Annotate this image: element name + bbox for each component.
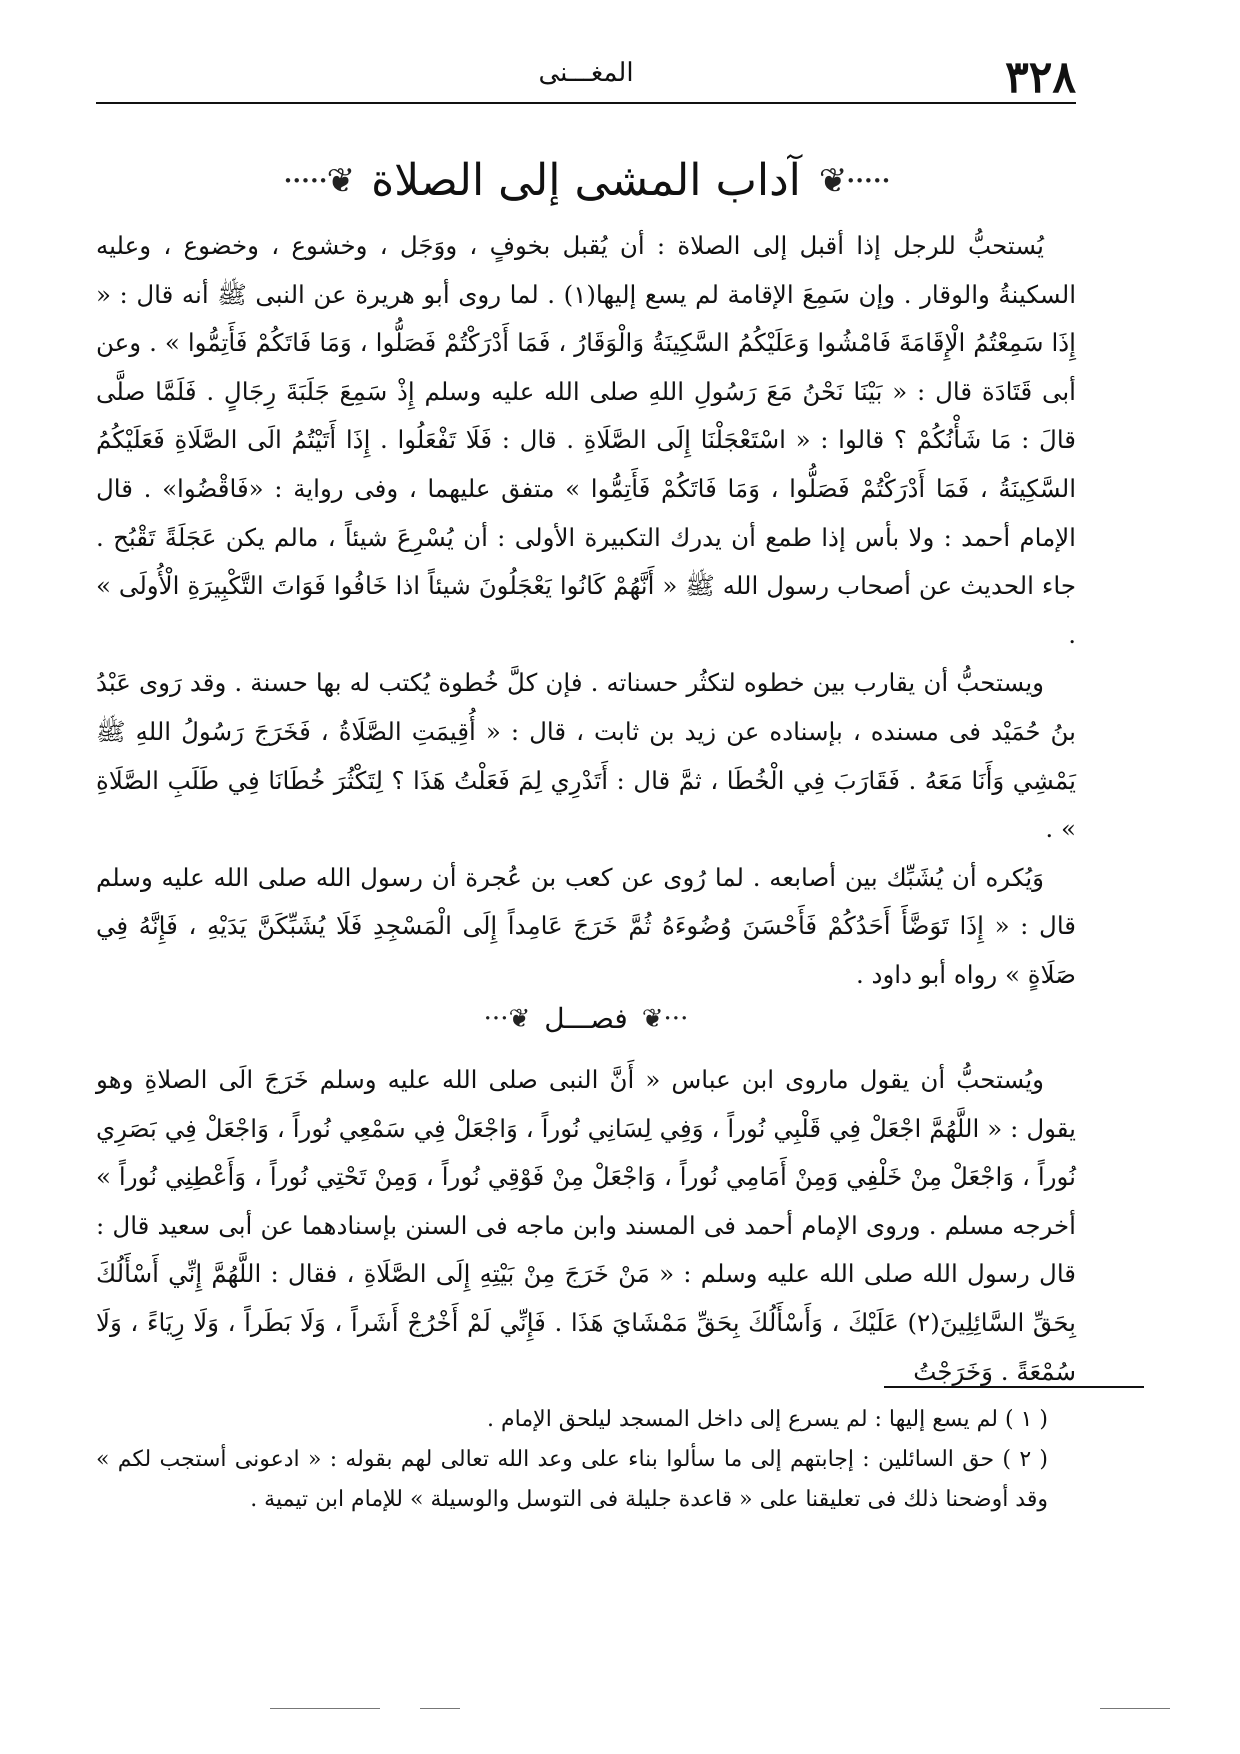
ornament-right-icon: ·····❦ bbox=[818, 161, 890, 201]
footnote: ( ٢ ) حق السائلين : إجابتهم إلى ما سألوا بناء على وعد الله تعالى لهم بقوله : « ادعونى أستجب لكم » وقد أوضحنا ذلك فى تعليقنا على « قاعدة جليلة فى التوسل والوسيلة » للإمام ابن تيمية . bbox=[96, 1447, 1049, 1512]
paragraph: يُستحبُّ للرجل إذا أقبل إلى الصلاة : أن يُقبل بخوفٍ ، ووَجَل ، وخشوع ، وخضوع ، وعليه السكينةُ والوقار . وإن سَمِعَ الإقامة لم يسع إليها(١) . لما روى أبو هريرة عن النبى ﷺ أنه قال : « إِذَا سَمِعْتُمُ الْإِقَامَةَ فَامْشُوا وَعَلَيْكُمُ السَّكِينَةُ وَالْوَقَارُ ، فَمَا أَدْرَكْتُمْ فَصَلُّوا ، وَمَا فَاتَكُمْ فَأَتِمُّوا » . وعن أبى قَتَادَة قال : « بَيْنَا نَحْنُ مَعَ رَسُولِ اللهِ صلى الله عليه وسلم إِذْ سَمِعَ جَلَبَةَ رِجَالٍ . فَلَمَّا صلَّى قالَ : مَا شَأْنُكُمْ ؟ قالوا : « اسْتَعْجَلْنَا إِلَى الصَّلَاةِ . قال : فَلَا تَفْعَلُوا . إِذَا أَتَيْتُمُ الَى الصَّلَاةِ فَعَلَيْكُمُ السَّكِينَةُ ، فَمَا أَدْرَكْتُمْ فَصَلُّوا ، وَمَا فَاتَكُمْ فَأَتِمُّوا » متفق عليهما ، وفى رواية : «فَاقْضُوا» . قال الإمام أحمد : ولا بأس إذا طمع أن يدرك التكبيرة الأولى : أن يُسْرِعَ شيئاً ، مالم يكن عَجَلَةً تَقْبُح . جاء الحديث عن أصحاب رسول الله ﷺ « أَنَّهُمْ كَانُوا يَعْجَلُونَ شيئاً اذا خَافُوا فَوَاتَ التَّكْبِيرَةِ الْأُولَى » . bbox=[96, 231, 1076, 649]
fasl-heading bbox=[96, 994, 1076, 1044]
scan-mark bbox=[1100, 1708, 1170, 1709]
footnote: ( ١ ) لم يسع إليها : لم يسرع إلى داخل المسجد ليلحق الإمام . bbox=[487, 1407, 1048, 1432]
paragraph: ويستحبُّ أن يقارب بين خطوه لتكثُر حسناته . فإن كلَّ خُطوة يُكتب له بها حسنة . وقد رَوى عَبْدُ بنُ حُمَيْد فى مسنده ، بإسناده عن زيد بن ثابت ، قال : « أُقِيمَتِ الصَّلَاةُ ، فَخَرَجَ رَسُولُ اللهِ ﷺ يَمْشِي وَأَنَا مَعَهُ . فَقَارَبَ فِي الْخُطَا ، ثمَّ قال : أَتَدْرِي لِمَ فَعَلْتُ هَذَا ؟ لِتَكْثُرَ خُطَانَا فِي طَلَبِ الصَّلَاةِ » . bbox=[96, 668, 1076, 844]
running-title: المغـــنى bbox=[538, 58, 634, 88]
section-title-text: آداب المشى إلى الصلاة bbox=[371, 155, 801, 206]
section-title bbox=[96, 144, 1076, 218]
header-rule bbox=[96, 102, 1076, 104]
paragraph: ويُستحبُّ أن يقول ماروى ابن عباس « أَنَّ النبى صلى الله عليه وسلم خَرَجَ الَى الصلاةِ وهو يقول : « اللَّهُمَّ اجْعَلْ فِي قَلْبِي نُوراً ، وَفِي لِسَانِي نُوراً ، وَاجْعَلْ فِي سَمْعِي نُوراً ، وَاجْعَلْ فِي بَصَرِي نُوراً ، وَاجْعَلْ مِنْ خَلْفِي وَمِنْ أَمَامِي نُوراً ، وَاجْعَلْ مِنْ فَوْقِي نُوراً ، وَمِنْ تَحْتِي نُوراً ، وَأَعْطِنِي نُوراً » أخرجه مسلم . وروى الإمام أحمد فى المسند وابن ماجه فى السنن بإسنادهما عن أبى سعيد قال : قال رسول الله صلى الله عليه وسلم : « مَنْ خَرَجَ مِنْ بَيْتِهِ إِلَى الصَّلَاةِ ، فقال : اللَّهُمَّ إِنِّي أَسْأَلُكَ بِحَقِّ السَّائِلِينَ(٢) عَلَيْكَ ، وَأَسْأَلُكَ بِحَقِّ مَمْشَايَ هَذَا . فَإِنِّي لَمْ أَخْرُجْ أَشَراً ، وَلَا بَطَراً ، وَلَا رِيَاءً ، وَلَا سُمْعَةً . وَخَرَجْتُ bbox=[96, 1065, 1076, 1386]
page-number: ٣٢٨ bbox=[1005, 52, 1076, 103]
footnote-rule bbox=[884, 1386, 1144, 1388]
ornament-right-icon: ···❦ bbox=[641, 1004, 689, 1034]
section-body-1 bbox=[96, 222, 1076, 1000]
footnotes bbox=[96, 1400, 1076, 1520]
scan-mark bbox=[420, 1708, 460, 1709]
fasl-heading-text: فصـــل bbox=[544, 1002, 628, 1035]
scan-mark bbox=[270, 1708, 380, 1709]
ornament-left-icon: ❦··· bbox=[483, 1004, 531, 1034]
bottom-scan-marks bbox=[0, 1708, 1240, 1728]
page-header bbox=[96, 48, 1076, 108]
section-body-2 bbox=[96, 1056, 1076, 1396]
paragraph: وَيُكره أن يُشَبِّك بين أصابعه . لما رُوى عن كعب بن عُجرة أن رسول الله صلى الله عليه وسلم قال : « إِذَا تَوَضَّأَ أَحَدُكُمْ فَأَحْسَنَ وُضُوءَهُ ثُمَّ خَرَجَ عَامِداً إِلَى الْمَسْجِدِ فَلَا يُشَبِّكَنَّ يَدَيْهِ ، فَإِنَّهُ فِي صَلَاةٍ » رواه أبو داود . bbox=[96, 862, 1076, 989]
ornament-left-icon: ❦····· bbox=[282, 161, 354, 201]
